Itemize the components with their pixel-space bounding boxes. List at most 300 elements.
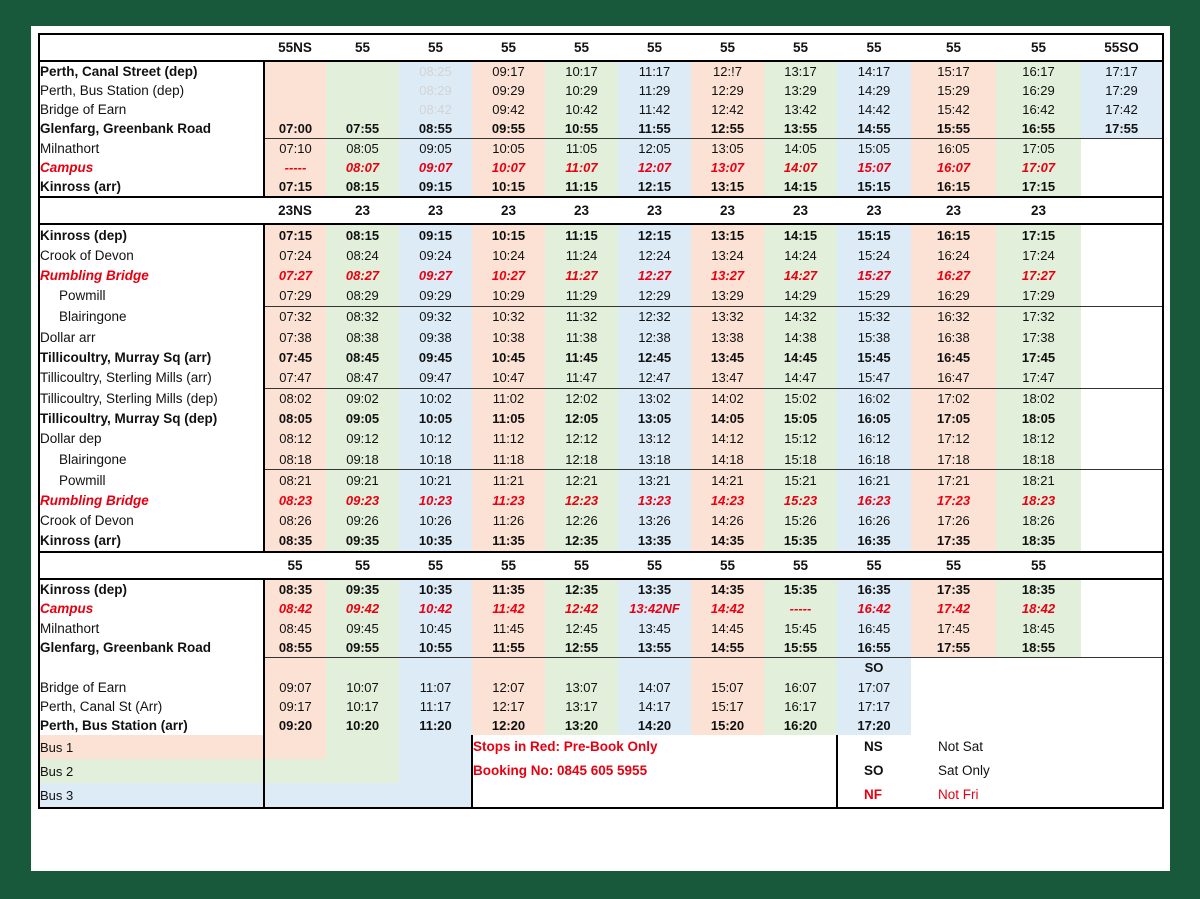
time-cell: 16:47	[911, 367, 996, 388]
bus-timetable-table	[38, 33, 1164, 809]
time-cell: 16:35	[837, 579, 911, 599]
time-cell: 12:42	[545, 599, 618, 618]
time-cell: 11:32	[545, 306, 618, 327]
time-cell: 17:27	[996, 265, 1081, 285]
time-cell: 12:17	[472, 697, 545, 716]
route-code-header: 23	[472, 197, 545, 224]
time-cell: 10:42	[399, 599, 472, 618]
time-cell: 13:15	[691, 224, 764, 245]
route-code-header: 55	[326, 34, 399, 61]
time-cell: 16:55	[996, 119, 1081, 139]
timetable-row	[39, 531, 1163, 552]
time-cell	[1081, 224, 1163, 245]
time-cell: 10:17	[545, 61, 618, 81]
time-cell	[691, 658, 764, 678]
time-cell: 07:29	[264, 286, 326, 307]
time-cell: 17:38	[996, 327, 1081, 347]
timetable-row	[39, 511, 1163, 531]
timetable-row	[39, 327, 1163, 347]
legend-stripe-wrap	[265, 759, 471, 783]
time-cell: 11:35	[472, 579, 545, 599]
stop-name-cell: Kinross (arr)	[39, 531, 264, 552]
timetable-row	[39, 224, 1163, 245]
time-cell: 11:07	[399, 677, 472, 696]
time-cell	[1081, 429, 1163, 449]
time-cell: 17:17	[1081, 61, 1163, 81]
time-cell: 13:38	[691, 327, 764, 347]
time-cell	[1081, 367, 1163, 388]
time-cell: 10:02	[399, 388, 472, 409]
time-cell: 15:12	[764, 429, 837, 449]
time-cell: 11:07	[545, 158, 618, 177]
stop-name-cell: Perth, Canal Street (dep)	[39, 61, 264, 81]
pre-book-note: Stops in Red: Pre-Book Only	[473, 739, 658, 755]
time-cell	[1081, 306, 1163, 327]
time-cell: 17:24	[996, 245, 1081, 265]
time-cell: 14:55	[691, 638, 764, 658]
time-cell: 14:24	[764, 245, 837, 265]
route-55-kinross-to-perth-header-row	[39, 552, 1163, 579]
time-cell: 17:12	[911, 429, 996, 449]
time-cell: 13:55	[618, 638, 691, 658]
time-cell: 15:05	[837, 139, 911, 159]
legend-color-stripe	[399, 735, 471, 759]
time-cell	[326, 100, 399, 119]
time-cell: -----	[764, 599, 837, 618]
time-cell: 08:42	[264, 599, 326, 618]
time-cell	[472, 658, 545, 678]
time-cell: 09:05	[326, 409, 399, 429]
service-code-meaning: Sat Only	[938, 763, 990, 779]
time-cell	[996, 697, 1081, 716]
time-cell: 09:45	[326, 619, 399, 638]
route-code-header: 23	[545, 197, 618, 224]
time-cell: 16:45	[911, 347, 996, 367]
time-cell: 17:55	[1081, 119, 1163, 139]
time-cell: 13:29	[691, 286, 764, 307]
time-cell: 11:29	[618, 81, 691, 100]
time-cell	[1081, 599, 1163, 618]
time-cell	[1081, 531, 1163, 552]
time-cell: 14:35	[691, 579, 764, 599]
time-cell: 11:55	[472, 638, 545, 658]
time-cell: 14:42	[837, 100, 911, 119]
time-cell: 14:45	[764, 347, 837, 367]
stop-name-cell: Blairingone	[39, 449, 264, 470]
time-cell: 12:23	[545, 490, 618, 510]
time-cell: 08:07	[326, 158, 399, 177]
time-cell: 12:15	[618, 177, 691, 197]
time-cell: 07:38	[264, 327, 326, 347]
time-cell: 12:29	[618, 286, 691, 307]
time-cell: 13:20	[545, 716, 618, 735]
stop-name-cell: Dollar arr	[39, 327, 264, 347]
time-cell	[399, 658, 472, 678]
time-cell: 15:24	[837, 245, 911, 265]
time-cell: 15:29	[837, 286, 911, 307]
time-cell: 09:29	[472, 81, 545, 100]
time-cell: 17:45	[911, 619, 996, 638]
time-cell: 12:20	[472, 716, 545, 735]
time-cell: 13:55	[764, 119, 837, 139]
stops-column-header-cell	[39, 552, 264, 579]
time-cell: 17:20	[837, 716, 911, 735]
time-cell: 10:12	[399, 429, 472, 449]
route-code-header: 55	[837, 552, 911, 579]
time-cell: 11:15	[545, 224, 618, 245]
service-code-row	[838, 759, 1162, 783]
stop-name-cell: Perth, Bus Station (dep)	[39, 81, 264, 100]
time-cell: 09:23	[326, 490, 399, 510]
time-cell	[1081, 177, 1163, 197]
bus-legend-label: Bus 1	[39, 735, 264, 759]
time-cell: 14:29	[837, 81, 911, 100]
route-code-header: 55	[472, 552, 545, 579]
stop-name-cell: Rumbling Bridge	[39, 265, 264, 285]
time-cell	[1081, 449, 1163, 470]
time-cell: 10:35	[399, 579, 472, 599]
service-code: NF	[864, 787, 882, 803]
time-cell: 14:18	[691, 449, 764, 470]
time-cell: 08:18	[264, 449, 326, 470]
time-cell: 13:42NF	[618, 599, 691, 618]
time-cell: 17:45	[996, 347, 1081, 367]
time-cell: 11:05	[472, 409, 545, 429]
time-cell: 09:12	[326, 429, 399, 449]
time-cell: 11:26	[472, 511, 545, 531]
time-cell: 12:24	[618, 245, 691, 265]
stop-name-cell: Tillicoultry, Murray Sq (arr)	[39, 347, 264, 367]
timetable-row	[39, 388, 1163, 409]
time-cell: 10:20	[326, 716, 399, 735]
stop-name-cell: Powmill	[39, 470, 264, 491]
time-cell	[1081, 158, 1163, 177]
route-code-header: 55	[545, 34, 618, 61]
time-cell: 09:18	[326, 449, 399, 470]
time-cell: 10:17	[326, 697, 399, 716]
time-cell: 16:05	[837, 409, 911, 429]
stop-name-cell: Kinross (dep)	[39, 224, 264, 245]
time-cell: 15:18	[764, 449, 837, 470]
time-cell	[326, 81, 399, 100]
time-cell: 10:21	[399, 470, 472, 491]
stop-name-cell: Crook of Devon	[39, 511, 264, 531]
legend-color-stripes-cell	[264, 783, 472, 808]
time-cell: 18:55	[996, 638, 1081, 658]
time-cell: 17:15	[996, 224, 1081, 245]
time-cell: 10:05	[472, 139, 545, 159]
stop-name-cell: Campus	[39, 158, 264, 177]
time-cell: 11:17	[618, 61, 691, 81]
time-cell: 18:35	[996, 579, 1081, 599]
time-cell: 15:17	[911, 61, 996, 81]
time-cell: 18:42	[996, 599, 1081, 618]
time-cell: 11:45	[472, 619, 545, 638]
time-cell: 15:15	[837, 177, 911, 197]
route-code-header: 55	[472, 34, 545, 61]
time-cell	[1081, 265, 1163, 285]
time-cell: 07:15	[264, 177, 326, 197]
timetable-row	[39, 638, 1163, 658]
time-cell: 17:17	[837, 697, 911, 716]
time-cell: 14:17	[837, 61, 911, 81]
route-code-header: 55	[691, 34, 764, 61]
time-cell: 18:05	[996, 409, 1081, 429]
time-cell: 09:07	[399, 158, 472, 177]
time-cell: 18:23	[996, 490, 1081, 510]
time-cell: 18:45	[996, 619, 1081, 638]
time-cell: 15:21	[764, 470, 837, 491]
time-cell: 12:02	[545, 388, 618, 409]
timetable-row	[39, 158, 1163, 177]
time-cell: 15:23	[764, 490, 837, 510]
time-cell: -----	[264, 158, 326, 177]
time-cell: 13:45	[618, 619, 691, 638]
service-code: NS	[864, 739, 883, 755]
route-code-header: 55	[326, 552, 399, 579]
timetable-row	[39, 177, 1163, 197]
timetable-row	[39, 347, 1163, 367]
time-cell	[996, 677, 1081, 696]
route-code-header	[1081, 552, 1163, 579]
time-cell: 15:26	[764, 511, 837, 531]
time-cell: 12:26	[545, 511, 618, 531]
stop-name-cell	[39, 658, 264, 678]
time-cell: 16:21	[837, 470, 911, 491]
timetable-row	[39, 139, 1163, 159]
time-cell: 08:27	[326, 265, 399, 285]
timetable-row	[39, 119, 1163, 139]
time-cell: 11:29	[545, 286, 618, 307]
legend-color-stripe	[265, 735, 326, 759]
time-cell: 14:32	[764, 306, 837, 327]
time-cell: 10:55	[399, 638, 472, 658]
timetable-row	[39, 599, 1163, 618]
time-cell: 10:15	[472, 224, 545, 245]
timetable-row	[39, 429, 1163, 449]
time-cell: 11:47	[545, 367, 618, 388]
time-cell: 12:42	[691, 100, 764, 119]
time-cell: 10:47	[472, 367, 545, 388]
time-cell	[764, 658, 837, 678]
time-cell: 12:21	[545, 470, 618, 491]
time-cell: 12:45	[618, 347, 691, 367]
time-cell	[911, 716, 996, 735]
time-cell: 17:35	[911, 531, 996, 552]
time-cell: 11:15	[545, 177, 618, 197]
time-cell: 11:45	[545, 347, 618, 367]
service-code-row	[838, 735, 1162, 759]
time-cell: 15:29	[911, 81, 996, 100]
timetable-row	[39, 265, 1163, 285]
time-cell: 14:02	[691, 388, 764, 409]
time-cell: 17:23	[911, 490, 996, 510]
time-cell: 15:20	[691, 716, 764, 735]
time-cell: 18:02	[996, 388, 1081, 409]
time-cell: 08:32	[326, 306, 399, 327]
stop-name-cell: Campus	[39, 599, 264, 618]
time-cell: 07:27	[264, 265, 326, 285]
stop-name-cell: Rumbling Bridge	[39, 490, 264, 510]
stops-column-header-cell	[39, 34, 264, 61]
time-cell	[1081, 388, 1163, 409]
time-cell	[1081, 490, 1163, 510]
time-cell: 16:15	[911, 177, 996, 197]
time-cell: 17:42	[1081, 100, 1163, 119]
time-cell	[1081, 619, 1163, 638]
time-cell: 11:20	[399, 716, 472, 735]
route-code-header: 23NS	[264, 197, 326, 224]
time-cell: 13:27	[691, 265, 764, 285]
time-cell: 12:05	[618, 139, 691, 159]
route-55-perth-to-kinross-header-row	[39, 34, 1163, 61]
time-cell: 10:38	[472, 327, 545, 347]
route-code-header: 55	[545, 552, 618, 579]
legend-color-stripe	[265, 759, 399, 783]
time-cell: 09:42	[326, 599, 399, 618]
time-cell: 08:35	[264, 579, 326, 599]
time-cell: 07:45	[264, 347, 326, 367]
time-cell: 16:29	[996, 81, 1081, 100]
time-cell: 12:32	[618, 306, 691, 327]
route-code-header: 55NS	[264, 34, 326, 61]
time-cell: 10:45	[472, 347, 545, 367]
time-cell: 09:21	[326, 470, 399, 491]
time-cell: 18:35	[996, 531, 1081, 552]
time-cell: 08:23	[264, 490, 326, 510]
time-cell: 07:47	[264, 367, 326, 388]
time-cell: 11:02	[472, 388, 545, 409]
time-cell: 14:29	[764, 286, 837, 307]
time-cell	[911, 658, 996, 678]
time-cell: 08:35	[264, 531, 326, 552]
time-cell: 07:55	[326, 119, 399, 139]
time-cell: 15:15	[837, 224, 911, 245]
time-cell: 16:18	[837, 449, 911, 470]
time-cell: 08:02	[264, 388, 326, 409]
time-cell: 09:02	[326, 388, 399, 409]
time-cell: 10:23	[399, 490, 472, 510]
time-cell: 10:55	[545, 119, 618, 139]
time-cell: 14:07	[618, 677, 691, 696]
time-cell: 15:35	[764, 579, 837, 599]
stop-name-cell: Milnathort	[39, 139, 264, 159]
time-cell: 15:55	[911, 119, 996, 139]
time-cell: 17:35	[911, 579, 996, 599]
time-cell: 15:45	[764, 619, 837, 638]
time-cell: 16:45	[837, 619, 911, 638]
time-cell	[1081, 327, 1163, 347]
time-cell: 07:10	[264, 139, 326, 159]
time-cell: 14:15	[764, 224, 837, 245]
time-cell: 09:15	[399, 177, 472, 197]
stops-column-header-cell	[39, 197, 264, 224]
time-cell: 10:07	[472, 158, 545, 177]
time-cell	[1081, 286, 1163, 307]
route-code-header: 55SO	[1081, 34, 1163, 61]
time-cell: 14:17	[618, 697, 691, 716]
time-cell: 13:07	[691, 158, 764, 177]
stop-name-cell: Crook of Devon	[39, 245, 264, 265]
time-cell	[326, 61, 399, 81]
time-cell: 10:26	[399, 511, 472, 531]
time-cell: 10:07	[326, 677, 399, 696]
time-cell: 15:05	[764, 409, 837, 429]
time-cell: 12:!7	[691, 61, 764, 81]
time-cell: 09:45	[399, 347, 472, 367]
time-cell: 16:07	[764, 677, 837, 696]
time-cell: 11:24	[545, 245, 618, 265]
time-cell: 17:02	[911, 388, 996, 409]
time-cell: 09:55	[326, 638, 399, 658]
legend-color-stripe	[326, 735, 398, 759]
time-cell: 16:15	[911, 224, 996, 245]
time-cell: 17:18	[911, 449, 996, 470]
time-cell	[1081, 658, 1163, 678]
time-cell: 13:32	[691, 306, 764, 327]
time-cell: 13:29	[764, 81, 837, 100]
service-code-meaning: Not Sat	[938, 739, 984, 755]
time-cell: 11:23	[472, 490, 545, 510]
time-cell: 17:07	[996, 158, 1081, 177]
time-cell: 16:07	[911, 158, 996, 177]
timetable-row	[39, 658, 1163, 678]
time-cell: 13:05	[618, 409, 691, 429]
footer-row	[39, 735, 1163, 759]
stop-name-cell: Kinross (arr)	[39, 177, 264, 197]
timetable-row	[39, 409, 1163, 429]
time-cell: 13:45	[691, 347, 764, 367]
time-cell: 15:27	[837, 265, 911, 285]
time-cell: 16:42	[996, 100, 1081, 119]
route-code-header: 55	[691, 552, 764, 579]
route-code-header: 23	[691, 197, 764, 224]
time-cell: 13:12	[618, 429, 691, 449]
time-cell: 14:35	[691, 531, 764, 552]
time-cell: 14:47	[764, 367, 837, 388]
booking-number-note: Booking No: 0845 605 5955	[473, 763, 648, 779]
time-cell: 09:17	[264, 697, 326, 716]
timetable-row	[39, 286, 1163, 307]
time-cell: 15:45	[837, 347, 911, 367]
time-cell: 12:35	[545, 579, 618, 599]
bus-legend-label: Bus 2	[39, 759, 264, 783]
time-cell: 09:38	[399, 327, 472, 347]
time-cell: 15:55	[764, 638, 837, 658]
time-cell	[996, 658, 1081, 678]
time-cell: 08:15	[326, 224, 399, 245]
time-cell: 14:05	[764, 139, 837, 159]
time-cell: 07:00	[264, 119, 326, 139]
time-cell: 09:17	[472, 61, 545, 81]
route-code-header: 55	[911, 552, 996, 579]
time-cell: 17:47	[996, 367, 1081, 388]
time-cell: 16:42	[837, 599, 911, 618]
time-cell: 08:05	[326, 139, 399, 159]
legend-stripe-wrap	[265, 735, 471, 759]
time-cell: 13:42	[764, 100, 837, 119]
time-cell: 13:02	[618, 388, 691, 409]
time-cell: 13:26	[618, 511, 691, 531]
time-cell: 16:02	[837, 388, 911, 409]
time-cell: 17:21	[911, 470, 996, 491]
time-cell: 08:47	[326, 367, 399, 388]
timetable-row	[39, 716, 1163, 735]
time-cell: 18:12	[996, 429, 1081, 449]
time-cell: 08:15	[326, 177, 399, 197]
route-code-header: 55	[996, 34, 1081, 61]
time-cell: 16:23	[837, 490, 911, 510]
